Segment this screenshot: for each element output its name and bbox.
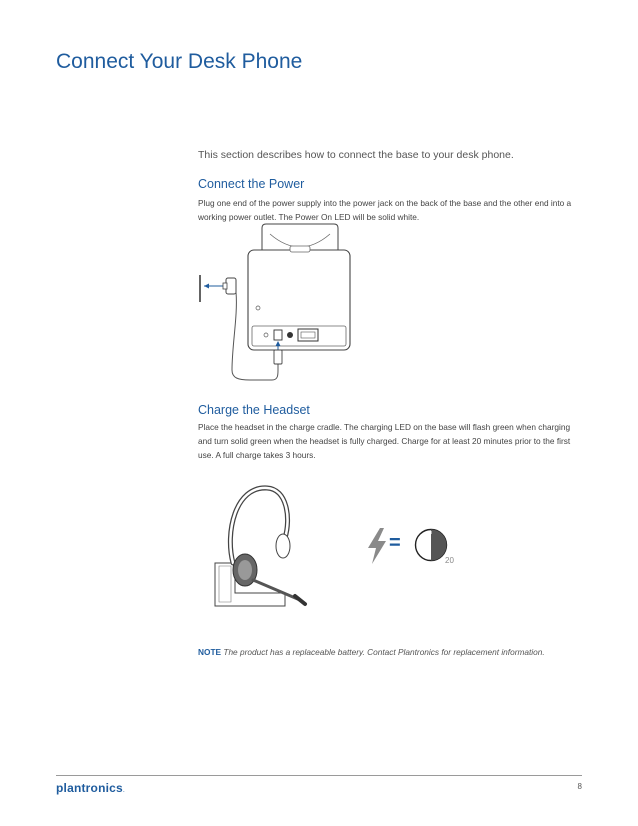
- timer-label: 20: [445, 556, 454, 565]
- page-title: Connect Your Desk Phone: [56, 50, 303, 73]
- note-label: NOTE: [198, 647, 222, 657]
- charge-headset-text: Place the headset in the charge cradle. The charging LED on the base will flash green when charging and turn solid green when the headset is fully charged. Charge for at least 20 minutes prior to the first use. A full charge takes 3 hours.: [198, 422, 571, 460]
- logo-text: plantronics: [56, 781, 123, 795]
- note: [198, 647, 584, 657]
- footer-divider: [56, 775, 582, 776]
- charge-headset-heading: Charge the Headset: [198, 403, 310, 417]
- note-text: The product has a replaceable battery. Contact Plantronics for replacement information.: [223, 647, 545, 657]
- plantronics-logo: [56, 781, 125, 795]
- intro-text: This section describes how to connect the base to your desk phone.: [198, 149, 514, 161]
- lightning-bolt-icon: [366, 528, 388, 564]
- base-power-diagram: [190, 220, 360, 385]
- logo-mark: .: [122, 787, 126, 794]
- connect-power-heading: Connect the Power: [198, 177, 305, 191]
- equals-sign: =: [389, 532, 401, 554]
- headset-cradle-diagram: [205, 478, 315, 613]
- timer-icon: [414, 528, 448, 562]
- connect-power-text: Plug one end of the power supply into the power jack on the back of the base and the other end into a working power outlet. The Power On LED will be solid white.: [198, 198, 572, 222]
- page-number: 8: [577, 782, 582, 791]
